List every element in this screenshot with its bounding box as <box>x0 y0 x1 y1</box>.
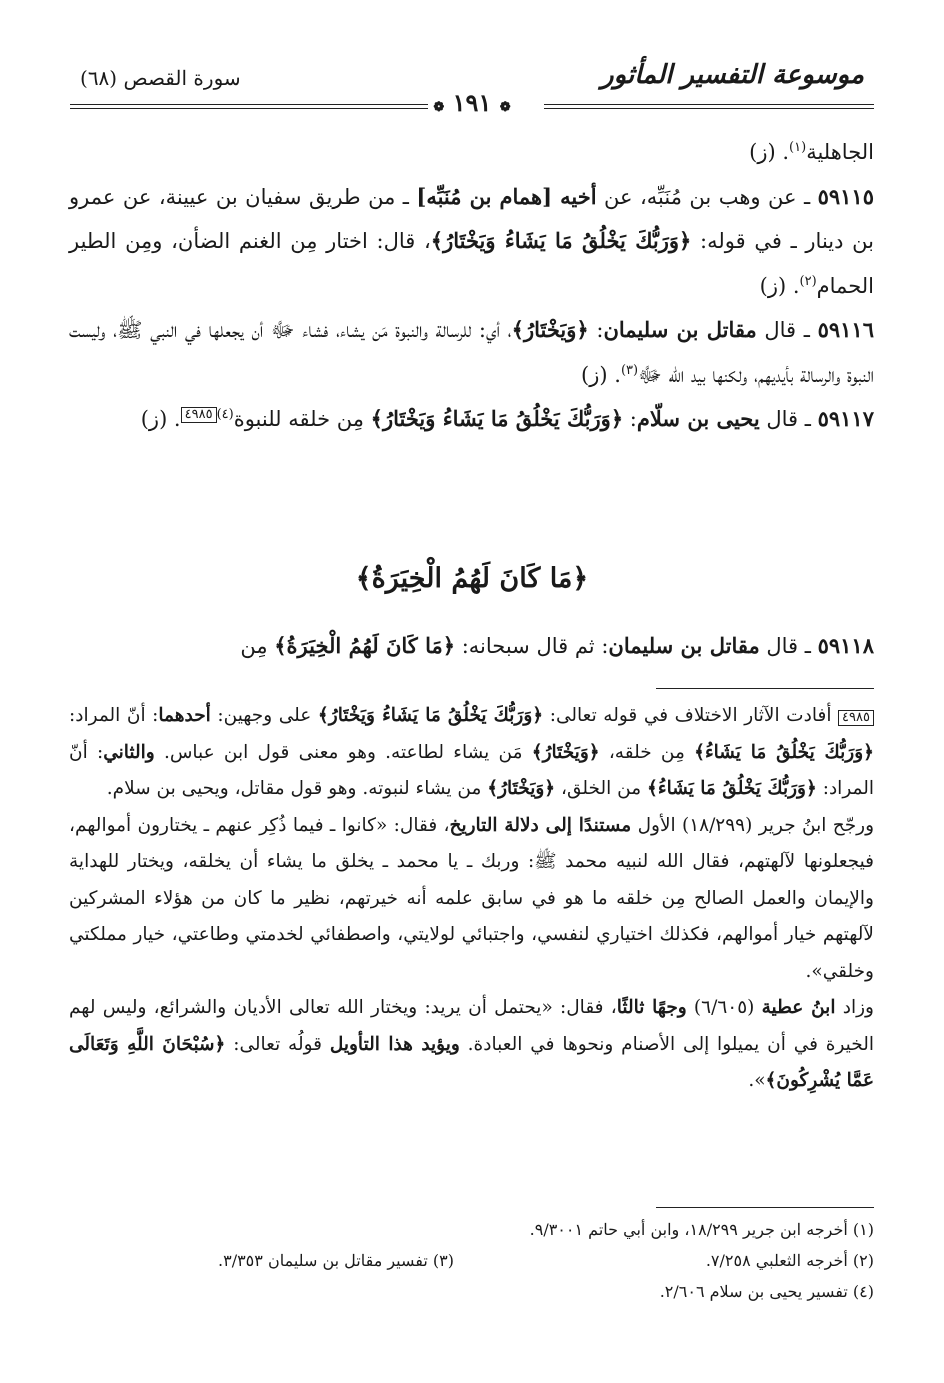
bold-term: وجهًا ثالثًا <box>616 997 687 1018</box>
bold-term: والثاني <box>103 741 155 763</box>
commentary-para-3 <box>69 990 874 1100</box>
narration-text: : <box>588 318 604 342</box>
narration-text: مِن <box>240 634 275 658</box>
footnote-row <box>69 1276 874 1307</box>
page-number: ١٩١ <box>452 88 492 117</box>
intro-line <box>69 130 874 175</box>
section-heading: ﴿مَا كَانَ لَهُمُ الْخِيَرَةُ﴾ <box>355 563 589 594</box>
commentary-text: مِن خلقه، <box>599 741 695 763</box>
commentary-text: وزاد <box>835 997 874 1018</box>
commentary-text: ، فقال: «كانوا ـ فيما ذُكِر عنهم ـ يختارون أموالهم، فيجعلونها لآلهتهم، فقال الله لنبيه محمد ﷺ: وربك ـ يا محمد ـ يخلق ما يشاء أن يخلقه، ويختار للهداية والإيمان والعمل الصالح مِن خلقه ما هو في سابق علمه أنه خيرتهم، نظير ما كان من هؤلاء المشركين لآلهتهم خيار أموالهم، فكذلك اختياري لنفسي، واجتبائي لولايتي، واصطفائي لخدمتي وطاعتي، خيار مملكتي وخلقي». <box>69 814 874 982</box>
header-rule-right <box>544 104 874 105</box>
quran-quote: ﴿وَرَبُّكَ يَخْلُقُ مَا يَشَاءُ﴾ <box>694 741 874 763</box>
quran-quote: ﴿مَا كَانَ لَهُمُ الْخِيَرَةُ﴾ <box>274 633 456 658</box>
commentary-text: على وجهين: <box>210 705 318 726</box>
narration-text: ـ من طريق سفيان بن عيينة، عن عمرو بن دينار ـ في قوله: <box>69 184 874 253</box>
commentary-text: مَن يشاء لطاعته. وهو معنى قول ابن عباس. <box>154 741 532 763</box>
narrator-name: أخيه [همام بن مُنَبِّه] <box>416 183 597 209</box>
main-text-continued <box>69 624 874 669</box>
footnote-1: (١) أخرجه ابن جرير ١٨/٢٩٩، وابن أبي حاتم ٩/٣٠٠١. <box>529 1220 874 1239</box>
narration-text: : ثم قال سبحانه: <box>455 634 609 658</box>
commentary-text: قولُه تعالى: <box>225 1033 330 1055</box>
narration-number: ٥٩١١٨ <box>817 633 874 658</box>
narration-number: ٥٩١١٧ <box>817 406 874 431</box>
narration-59116 <box>69 308 874 397</box>
commentary-ref-box: ٤٩٨٥ <box>181 407 217 423</box>
narration-number: ٥٩١١٦ <box>817 317 874 342</box>
main-text <box>69 130 874 442</box>
narration-text: ـ عن وهب بن مُنَبِّه، عن <box>596 184 818 209</box>
narration-text: ـ قال <box>756 318 818 342</box>
narration-text: ، أي: للرسالة والنبوة مَن يشاء، فشاء ﷻ أن يجعلها في النبي ﷺ، وليست النبوة والرسالة بأيديهم، ولكنها بيد الله ﷻ <box>69 318 874 387</box>
bold-term: مستندًا إلى دلالة التاريخ <box>449 814 632 836</box>
narrator-name: مقاتل بن سليمان <box>603 317 757 342</box>
narration-text: مِن خلقه للنبوة <box>233 407 371 431</box>
narrator-name: يحيى بن سلّام <box>636 406 760 431</box>
footnote-ref: (٣) <box>620 362 639 378</box>
quran-quote: ﴿وَرَبُّكَ يَخْلُقُ مَا يَشَاءُ وَيَخْتَارُ﴾ <box>370 406 624 431</box>
commentary-text: أفادت الآثار الاختلاف في قوله تعالى: <box>543 705 839 726</box>
quran-quote: ﴿وَيَخْتَارُ﴾ <box>531 741 600 763</box>
quran-quote: ﴿وَيَخْتَارُ﴾ <box>511 317 589 342</box>
quran-quote: ﴿وَرَبُّكَ يَخْلُقُ مَا يَشَاءُ وَيَخْتَارُ﴾ <box>430 228 692 253</box>
ornament-icon: ❁ <box>433 100 445 115</box>
header-rule-left <box>70 104 428 105</box>
narration-number: ٥٩١١٥ <box>817 183 874 209</box>
commentary-text: ». <box>748 1070 766 1091</box>
commentary-para-1 <box>69 698 874 808</box>
footnote-ref: (٢) <box>799 273 817 289</box>
quran-quote: ﴿وَرَبُّكَ يَخْلُقُ مَا يَشَاءُ وَيَخْتَارُ﴾ <box>317 705 544 726</box>
footnote-ref: (١) <box>789 140 807 155</box>
footnote-row <box>69 1245 874 1276</box>
narration-59115 <box>69 175 874 309</box>
footnote-3: (٣) تفسير مقاتل بن سليمان ٣/٣٥٣. <box>218 1251 454 1270</box>
commentary-text: (٦/٦٠٥) <box>686 997 762 1018</box>
bold-term: ويؤيد هذا التأويل <box>329 1033 460 1055</box>
narration-text: ـ قال <box>759 407 818 431</box>
source-mark: . (ز) <box>759 273 800 298</box>
commentary-para-2 <box>69 808 874 991</box>
book-title: موسوعة التفسير المأثور <box>601 60 864 90</box>
footnotes <box>69 1214 874 1307</box>
source-mark: . (ز) <box>140 407 181 431</box>
narration-59117 <box>69 397 874 442</box>
bold-term: ابنُ عطية <box>761 997 836 1018</box>
ornament-icon: ❁ <box>499 100 511 115</box>
footnote-divider <box>656 1207 874 1208</box>
page-number-block <box>430 88 514 117</box>
footnote-4: (٤) تفسير يحيى بن سلام ٢/٦٠٦. <box>659 1282 874 1301</box>
commentary-text: من الخلق، <box>555 778 648 799</box>
commentary-number-box: ٤٩٨٥ <box>838 710 874 726</box>
narration-text: ـ قال <box>759 634 818 658</box>
source-mark: . (ز) <box>581 362 621 387</box>
narration-text: ، قال: اختار مِن الغنم الضأن، ومِن الطير الحمام <box>69 229 874 298</box>
quran-quote: ﴿سُبْحَانَ اللَّهِ وَتَعَالَى عَمَّا يُشْرِكُونَ﴾ <box>69 1033 874 1091</box>
commentary-text: : أنّ المراد: <box>69 705 159 726</box>
sura-title: سورة القصص (٦٨) <box>80 66 241 90</box>
commentary-text: من يشاء لنبوته. وهو قول مقاتل، ويحيى بن سلام. <box>106 778 488 799</box>
footnote-ref: (٤) <box>216 407 234 422</box>
commentary-text: : أنّ المراد: <box>69 741 874 799</box>
footnote-row <box>69 1214 874 1245</box>
commentary-block <box>69 698 874 1100</box>
source-mark: . (ز) <box>749 140 790 164</box>
quran-quote: ﴿وَرَبُّكَ يَخْلُقُ مَا يَشَاءُ﴾ <box>647 778 817 799</box>
footnote-2: (٢) أخرجه الثعلبي ٧/٢٥٨. <box>705 1251 874 1270</box>
bold-term: أحدهما <box>158 705 211 726</box>
quran-quote: ﴿وَيَخْتَارُ﴾ <box>487 778 556 799</box>
commentary-text: ، فقال: «يحتمل أن يريد: ويختار الله تعالى الأديان والشرائع، وليس لهم الخيرة في أن يميلوا إلى الأصنام ونحوها في العبادة. <box>69 997 874 1055</box>
narration-text: : <box>623 407 637 431</box>
narration-59118 <box>69 624 874 669</box>
commentary-text: ورجّح ابنُ جرير (١٨/٢٩٩) الأول <box>631 814 875 836</box>
narrator-name: مقاتل بن سليمان <box>608 633 760 658</box>
intro-text: الجاهلية <box>806 140 874 164</box>
commentary-divider <box>656 688 874 689</box>
